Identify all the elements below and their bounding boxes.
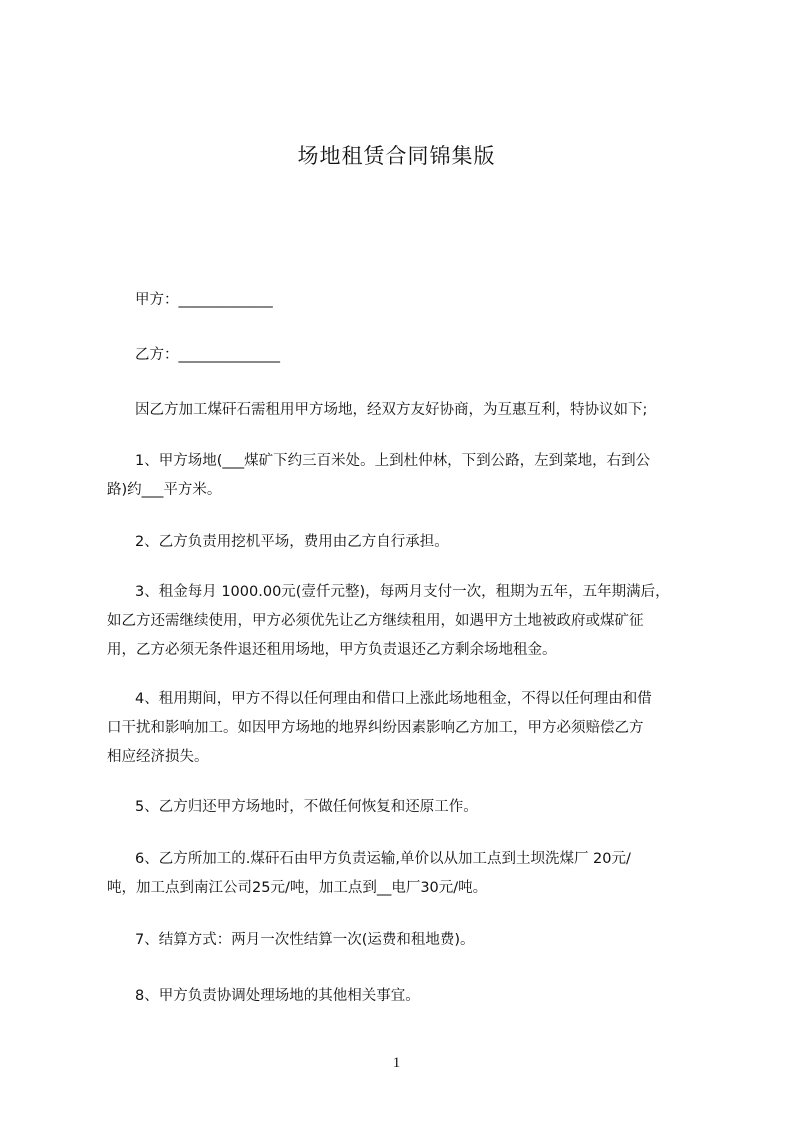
clause-5 bbox=[107, 793, 707, 822]
clause-line: 5、乙方归还甲方场地时，不做任何恢复和还原工作。 bbox=[135, 799, 478, 815]
clause-line: 路)约___平方米。 bbox=[107, 482, 222, 498]
clause-line: 用，乙方必须无条件退还租用场地，甲方负责退还乙方剩余场地租金。 bbox=[107, 642, 557, 658]
clause-line: 6、乙方所加工的.煤矸石由甲方负责运输,单价以从加工点到土坝洗煤厂 20元/ bbox=[135, 851, 631, 867]
clause-line: 4、租用期间，甲方不得以任何理由和借口上涨此场地租金，不得以任何理由和借 bbox=[135, 691, 652, 707]
intro-text: 因乙方加工煤矸石需租用甲方场地，经双方友好协商，为互惠互利，特协议如下; bbox=[135, 402, 648, 418]
page-number: 1 bbox=[392, 1055, 401, 1071]
clause-line: 7、结算方式：两月一次性结算一次(运费和租地费)。 bbox=[135, 932, 475, 948]
clause-line: 8、甲方负责协调处理场地的其他相关事宜。 bbox=[135, 988, 420, 1004]
clause-8 bbox=[107, 982, 707, 1011]
clause-line: 1、甲方场地(___煤矿下约三百米处。上到杜仲林，下到公路，左到菜地，右到公 bbox=[135, 453, 651, 469]
party-b-line bbox=[107, 341, 707, 370]
clause-line: 相应经济损失。 bbox=[107, 749, 209, 765]
clause-line: 吨，加工点到南江公司25元/吨，加工点到__电厂30元/吨。 bbox=[107, 880, 488, 896]
document-title: 场地租赁合同锦集版 bbox=[297, 144, 496, 168]
clause-line: 2、乙方负责用挖机平场，费用由乙方自行承担。 bbox=[135, 534, 449, 550]
clause-6 bbox=[107, 845, 707, 903]
party-b-text: 乙方：______________ bbox=[135, 347, 280, 363]
clause-line: 口干扰和影响加工。如因甲方场地的地界纠纷因素影响乙方加工，甲方必须赔偿乙方 bbox=[107, 720, 644, 736]
clause-2 bbox=[107, 528, 707, 557]
party-a-text: 甲方：_____________ bbox=[135, 292, 273, 308]
clause-line: 如乙方还需继续使用，甲方必须优先让乙方继续租用，如遇甲方土地被政府或煤矿征 bbox=[107, 613, 644, 629]
clause-4 bbox=[107, 685, 707, 772]
clause-1 bbox=[107, 447, 707, 505]
party-a-line bbox=[107, 286, 707, 315]
clause-7 bbox=[107, 926, 707, 955]
clause-3 bbox=[107, 578, 707, 665]
intro-paragraph bbox=[107, 396, 707, 425]
clause-line: 3、租金每月 1000.00元(壹仟元整)，每两月支付一次，租期为五年，五年期满后， bbox=[135, 584, 670, 600]
